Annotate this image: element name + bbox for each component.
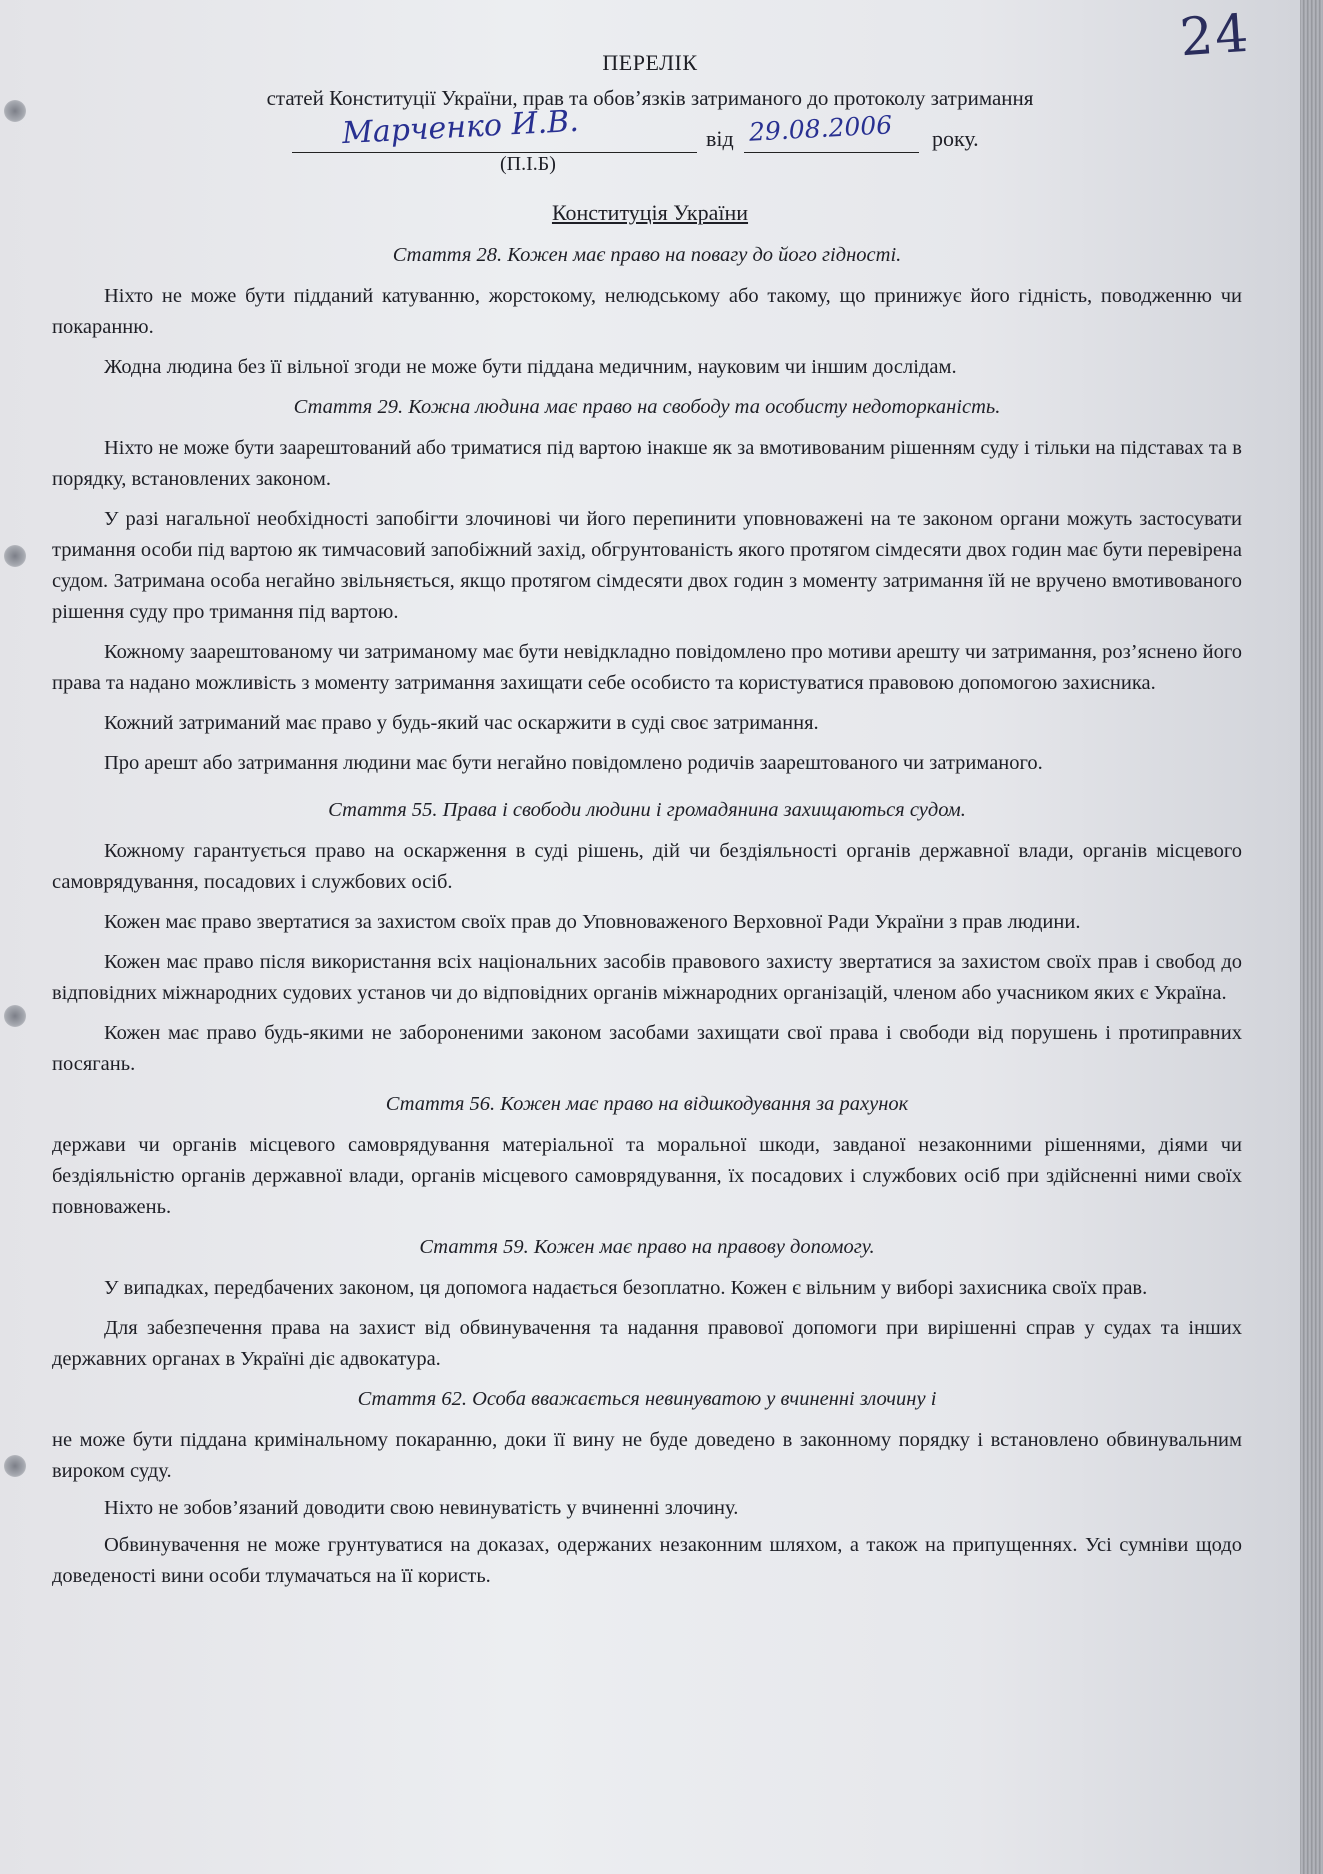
binder-hole: [4, 1005, 26, 1027]
article-59-paragraph: У випадках, передбачених законом, ця допомога надається безоплатно. Кожен є вільним у виборі захисника своїх прав.: [104, 1277, 1148, 1299]
name-caption: (П.І.Б): [500, 153, 556, 175]
name-date-line: [292, 103, 1292, 152]
articles-body: [52, 240, 1242, 1601]
handwritten-name: Марченко И.В.: [341, 103, 580, 152]
from-label: від: [706, 126, 734, 151]
article-62-title: Стаття 62. Особа вважається невинуватою у вчиненні злочину і: [357, 1388, 937, 1410]
article-28-title: Стаття 28. Кожен має право на повагу до його гідності.: [392, 244, 902, 266]
article-28-paragraph: Жодна людина без її вільної згоди не може бути піддана медичним, науковим чи іншим дослідам.: [104, 356, 957, 378]
article-29-paragraph: Ніхто не може бути заарештований або триматися під вартою інакше як за вмотивованим рішенням суду і тільки на підставах та в порядку, встановлених законом.: [52, 437, 1242, 490]
article-56-paragraph: держави чи органів місцевого самоврядування матеріальної та моральної шкоди, завданої незаконними рішеннями, діями чи бездіяльністю органів державної влади, органів місцевого самоврядування, їх посадових і службових осіб при здійсненні ними своїх повноважень.: [52, 1134, 1242, 1218]
article-29-paragraph: У разі нагальної необхідності запобігти злочинові чи його перепинити уповноважені на те законом органи можуть застосувати тримання особи під вартою як тимчасовий запобіжний захід, обгрунтованість якого протягом сімдесяти двох годин має бути перевірена судом. Затримана особа негайно звільняється, якщо протягом сімдесяти двох годин з моменту затримання їй не вручено вмотивованого рішення суду про тримання під вартою.: [52, 508, 1242, 623]
article-28-paragraph: Ніхто не може бути підданий катуванню, жорстокому, нелюдському або такому, що принижує його гідність, поводженню чи покаранню.: [52, 285, 1242, 338]
handwritten-page-number: 24: [1177, 3, 1253, 69]
article-55-paragraph: Кожен має право звертатися за захистом своїх прав до Уповноваженого Верховної Ради України з прав людини.: [104, 911, 1081, 933]
article-29-paragraph: Кожному заарештованому чи затриманому має бути невідкладно повідомлено про мотиви арешту чи затримання, роз’яснено його права та надано можливість з моменту затримання захищати себе особисто та користуватися правовою допомогою захисника.: [52, 641, 1242, 694]
article-29-paragraph: Кожний затриманий має право у будь-який час оскаржити в суді своє затримання.: [104, 712, 819, 734]
article-29-title: Стаття 29. Кожна людина має право на свободу та особисту недоторканість.: [293, 396, 1001, 418]
binder-hole: [4, 545, 26, 567]
article-55-title: Стаття 55. Права і свободи людини і громадянина захищаються судом.: [328, 799, 966, 821]
article-62-paragraph: не може бути піддана кримінальному покаранню, доки її вину не буде доведено в законному порядку і встановлено обвинувальним вироком суду.: [52, 1429, 1242, 1482]
article-29-paragraph: Про арешт або затримання людини має бути негайно повідомлено родичів заарештованого чи затриманого.: [104, 752, 1043, 774]
article-55-paragraph: Кожен має право будь-якими не забороненими законом засобами захищати свої права і свободи від порушень і протиправних посягань.: [52, 1022, 1242, 1075]
binder-hole: [4, 1455, 26, 1477]
article-62-paragraph: Ніхто не зобов’язаний доводити свою невинуватість у вчиненні злочину.: [104, 1497, 739, 1519]
document-subtitle: статей Конституції України, прав та обов’язків затриманого до протоколу затримання: [266, 86, 1034, 110]
handwritten-date: 29.08.2006: [748, 110, 893, 147]
article-59-title: Стаття 59. Кожен має право на правову допомогу.: [419, 1236, 875, 1258]
section-title: Конституція України: [551, 200, 749, 225]
article-55-paragraph: Кожному гарантується право на оскарження в суді рішень, дій чи бездіяльності органів державної влади, органів місцевого самоврядування, посадових і службових осіб.: [52, 840, 1242, 893]
stacked-pages-edge: [1300, 0, 1323, 1874]
document-title: ПЕРЕЛІК: [602, 50, 698, 75]
article-62-paragraph: Обвинувачення не може грунтуватися на доказах, одержаних незаконним шляхом, а також на припущеннях. Усі сумніви щодо доведеності вини особи тлумачаться на її користь.: [52, 1534, 1242, 1587]
year-label: року.: [932, 126, 979, 151]
article-59-paragraph: Для забезпечення права на захист від обвинувачення та надання правової допомоги при вирішенні справ у судах та інших державних органах в Україні діє адвокатура.: [52, 1317, 1242, 1370]
article-56-title: Стаття 56. Кожен має право на відшкодування за рахунок: [385, 1093, 909, 1115]
article-55-paragraph: Кожен має право після використання всіх національних засобів правового захисту звертатися за захистом своїх прав і свобод до відповідних міжнародних судових установ чи до відповідних органів міжнародних організацій, членом або учасником яких є Україна.: [52, 951, 1242, 1004]
